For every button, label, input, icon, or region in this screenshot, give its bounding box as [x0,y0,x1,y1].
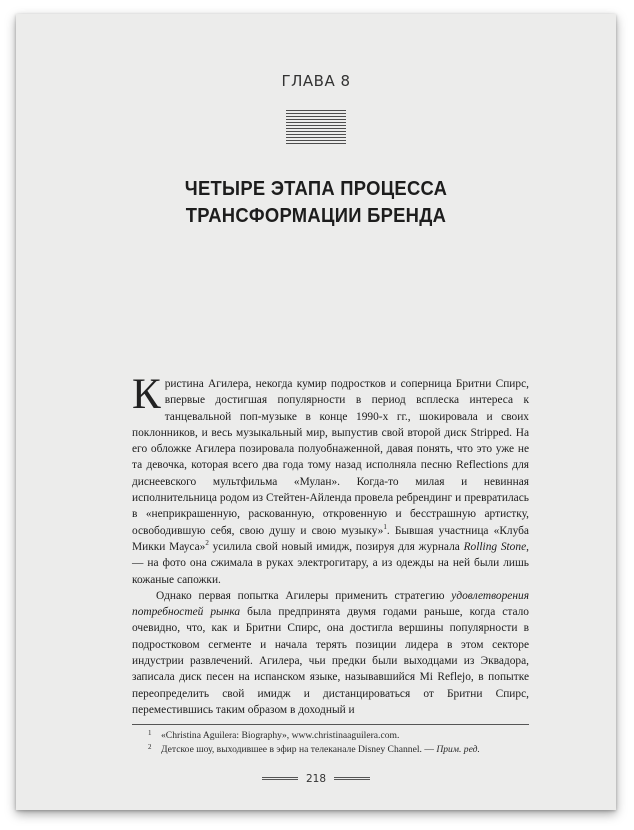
paragraph-2-text-b: была предпринята двумя годами раньше, когда стало очевидно, что, как и Бритни Спирс, она достигла вершины популярности в подростковом сегменте и начала терять позиции лидера в этом секторе индустрии развлечений. Агилера, чьи предки были выходцами из Эквадора, записала диск песен на испанском языке, называвшийся Mi Reflejo, в попытке переопределить свой имидж и дистанцироваться от Бритни Спирс, переместившись таким образом в доходный и [132,606,529,716]
paragraph-2 [132,588,529,718]
drop-cap: К [132,371,161,418]
magazine-title: Rolling Stone [463,540,527,553]
paragraph-1-text-a: ристина Агилера, некогда кумир подростков и соперница Бритни Спирс, впервые достигшая популярности в период всплеска интереса к танцевальной поп-музыке в конце 1990-х гг., шокировала и своих поклонников, и весь музыкальный мир, выпустив свой второй диск Stripped. На его обложке Агилера позировала полуобнаженной, давая понять, что это уже не та девочка, которая всего два года тому назад исполняла песню Reflections для диснеевского мультфильма «Мулан». Когда-то милая и невинная исполнительница родом из Стейтен-Айленда провела ребрендинг и превратилась в «неприкрашенную, раскованную, откровенную и бесстрашную артистку, освободившую себя, свою душу и свою музыку» [132,378,529,537]
footnote-2 [148,742,531,757]
footnote-ref-1[interactable]: 1 [383,522,387,531]
chapter-label: ГЛАВА 8 [281,72,351,90]
paragraph-1 [132,371,529,588]
paragraph-1-text-d: , — на фото она сжимала в руках электрогитару, а из одежды на ней были лишь кожаные сапожки. [132,540,529,586]
page-number: 218 [305,773,327,785]
footnote-divider [132,724,529,725]
footnotes [148,729,531,756]
footnote-number: 1 [148,729,152,737]
footnote-1 [148,729,531,743]
footnote-ref-2[interactable]: 2 [205,539,209,548]
footnote-number: 2 [148,742,152,751]
paragraph-2-text-a: Однако первая попытка Агилеры применить стратегию [156,589,452,602]
paragraph-1-text-c: усилила свой новый имидж, позируя для журнала [208,540,464,553]
footer-ornament-left [262,777,298,781]
chapter-title-line-1: ЧЕТЫРЕ ЭТАПА ПРОЦЕССА [184,178,448,200]
footnote-editor-note: Прим. ред. [436,743,480,755]
chapter-title [40,176,592,230]
chapter-title-line-2: ТРАНСФОРМАЦИИ БРЕНДА [185,205,447,227]
page-footer [16,771,616,787]
strategy-name: удовлетворения потребностей рынка [132,589,529,619]
footer-ornament-right [334,777,370,781]
book-page [16,14,616,810]
paragraph-1-text-b: . Бывшая участница «Клуба Микки Мауса» [132,524,529,553]
body-text [132,371,529,718]
chapter-ornament [286,110,346,144]
footnote-text: Детское шоу, выходившее в эфир на телеканале Disney Channel. — [161,743,437,755]
footnote-text: «Christina Aguilera: Biography», www.christinaaguilera.com. [161,730,400,741]
